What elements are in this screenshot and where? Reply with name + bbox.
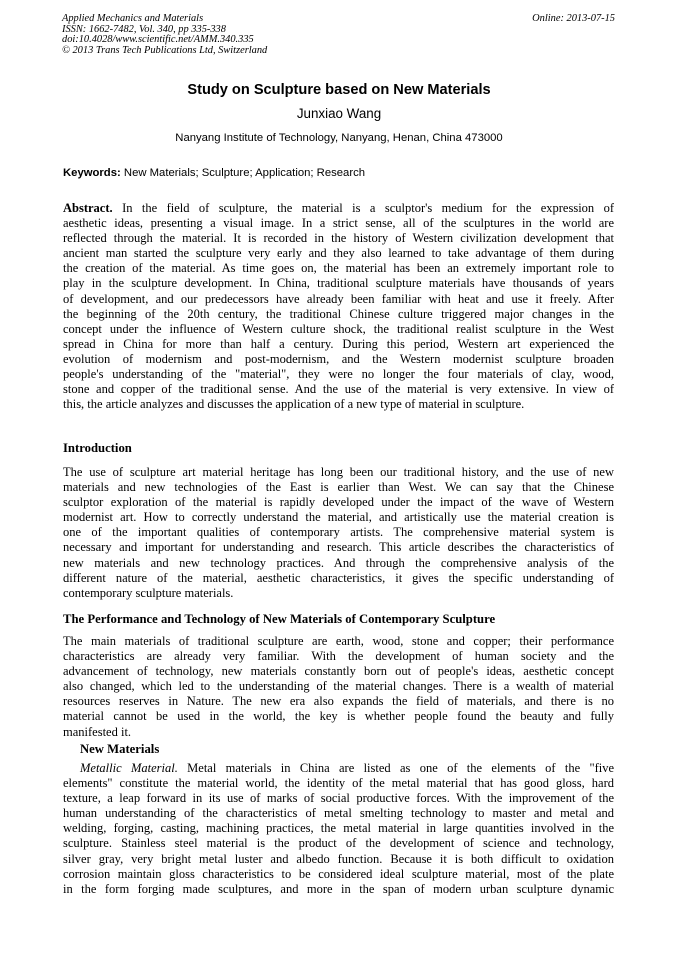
body-line: in the form forging made sculptures, and more in the span of modern urban sculpture dynamic: [63, 881, 614, 896]
body-line: characteristics are already very familiar. With the development of human society and the: [63, 649, 614, 664]
body-line: one of the important qualities of contemporary artists. The comprehensive material system is: [63, 525, 614, 540]
new-materials-body: [63, 761, 614, 897]
abstract-line: of development, and our predecessors have already been familiar with heat and use it freely. After: [63, 291, 614, 306]
copyright-line: © 2013 Trans Tech Publications Ltd, Switzerland: [62, 44, 268, 56]
body-line: contemporary sculpture materials.: [63, 585, 234, 600]
body-line: sculpture. Stainless steel material is the product of the development of science and technology,: [63, 836, 614, 851]
journal-header: [62, 14, 267, 56]
section-heading-performance: The Performance and Technology of New Materials of Contemporary Sculpture: [63, 612, 496, 626]
online-date: Online: 2013-07-15: [532, 13, 615, 24]
body-line: different nature of the material, aesthetic characteristics, it gives the specific understanding of: [63, 570, 614, 585]
body-line: resources reserves in Nature. The new era also expands the field of materials, and there is no: [63, 694, 614, 709]
abstract-line: stone and copper of the traditional sense. And the use of the material is very extensive. In view of: [63, 382, 614, 397]
body-line: advancement of technology, new materials constantly born out of people's ideas, aesthetic concept: [63, 664, 614, 679]
section-heading-introduction: Introduction: [63, 441, 132, 455]
doi-line: doi:10.4028/www.scientific.net/AMM.340.335: [62, 34, 254, 46]
body-line: corrosion maintain gloss characteristics to be considered ideal sculpture material, most of the plate: [63, 866, 614, 881]
body-line: sculptor exploration of the material is rapidly developed under the impact of the wave of Western: [63, 495, 614, 510]
abstract-line: ancient man started the sculpture very early and they also learned to take advantage of them during: [63, 246, 614, 261]
abstract-line: play in the sculpture development. In China, traditional sculpture materials have thousands of years: [63, 276, 614, 291]
abstract-line: concept under the influence of Western culture shock, the traditional realist sculpture in the West: [63, 321, 614, 336]
subsection-heading-new-materials: New Materials: [80, 742, 160, 756]
paper-author: Junxiao Wang: [296, 106, 382, 121]
keywords-value: New Materials; Sculpture; Application; Research: [123, 167, 366, 179]
issn-line: ISSN: 1662-7482, Vol. 340, pp 335-338: [62, 23, 226, 35]
body-line: The use of sculpture art material heritage has long been our traditional history, and the use of new: [63, 465, 614, 479]
body-line: silver gray, very bright metal luster and albedo function. Because it is both difficult to oxidation: [63, 851, 614, 866]
abstract-label: Abstract.: [63, 201, 113, 215]
abstract-line: evolution of modernism and post-modernism, and the Western modernist sculpture broaden: [63, 351, 614, 366]
abstract-line: Abstract. In the field of sculpture, the material is a sculptor's medium for the expression of: [63, 201, 614, 215]
body-line: manifested it.: [63, 724, 132, 739]
body-line: The main materials of traditional sculpture are earth, wood, stone and copper; their performance: [63, 634, 614, 648]
abstract-line: reflected through the material. It is recorded in the history of Western civilization development that: [63, 231, 614, 246]
body-line: materials and new technologies of the East is earlier than West. We can say that the Chinese: [63, 480, 614, 495]
body-line: also changed, which led to the understanding of the material changes. There is a wealth of material: [63, 679, 614, 694]
abstract-line: aesthetic ideas, presenting a visual image. In a strict sense, all of the sculptures in the world are: [63, 216, 614, 231]
metallic-material-subheading: Metallic Material.: [80, 761, 178, 775]
abstract-line: people's understanding of the "material", they were no longer the four materials of clay, wood,: [63, 367, 614, 382]
abstract-line: spread in China for more than half a century. During this period, Western art experienced the: [63, 336, 614, 351]
abstract-line: the creation of the material. As time goes on, the material has been an extremely important role to: [63, 261, 614, 276]
author-affiliation: Nanyang Institute of Technology, Nanyang, Henan, China 473000: [175, 132, 503, 144]
body-line: human understanding of the characteristics of metal smelting technology to master and metal and: [63, 806, 614, 821]
paper-title: Study on Sculpture based on New Materials: [187, 82, 491, 98]
keywords: [63, 167, 365, 179]
body-line: elements" constitute the material world, the identity of the metal material that has good gloss, hard: [63, 776, 614, 791]
body-line: modernist art. How to correctly understand the material, and artistically use the material creation is: [63, 510, 614, 525]
abstract: [63, 201, 614, 412]
abstract-line: this, the article analyzes and discusses the application of a new type of material in sculpture.: [63, 397, 525, 412]
body-line: material cannot be used in the world, the key is whether people found the beauty and fully: [63, 709, 614, 724]
introduction-body: [63, 465, 614, 601]
body-line: welding, forging, casting, machining practices, the metal material in large quantities involved in the: [63, 821, 614, 836]
body-line: new materials and new technology practices. And through the comprehensive analysis of the: [63, 555, 614, 570]
body-line: necessary and important for understanding and research. This article describes the characteristics of: [63, 540, 614, 555]
body-line: texture, a leap forward in its use of marks of social productive forces. With the improvement of the: [63, 791, 614, 806]
keywords-label: Keywords:: [63, 167, 121, 179]
body-line: Metallic Material. Metal materials in China are listed as one of the elements of the "five: [80, 761, 614, 775]
journal-name: Applied Mechanics and Materials: [62, 13, 204, 24]
abstract-line: the beginning of the 20th century, the traditional Chinese culture triggered major changes in the: [63, 306, 614, 321]
performance-body: [63, 634, 614, 740]
